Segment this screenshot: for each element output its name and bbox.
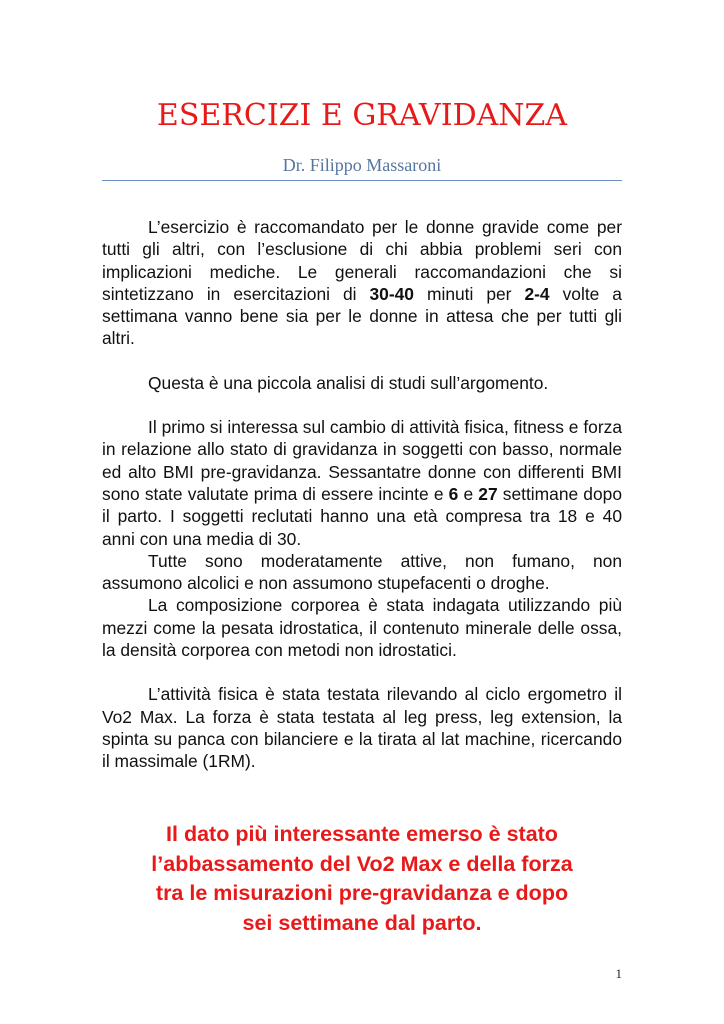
- paragraph-intro: [102, 216, 622, 350]
- text-span: e: [458, 483, 479, 504]
- highlight-line: l’abbassamento del Vo2 Max e della forza: [151, 851, 573, 876]
- highlight-line: sei settimane dal parto.: [242, 910, 482, 935]
- text-span: minuti per: [413, 283, 525, 304]
- highlight-conclusion: [102, 820, 622, 938]
- paragraph-body-composition: La composizione corporea è stata indagata utilizzando più mezzi come la pesata idrostatica, il contenuto minerale delle ossa, la densità corporea con metodi non idrostatici.: [102, 595, 622, 661]
- text-span: L’esercizio è raccomandato per le donne gravide come per tutti gli altri, con l’esclusione di chi abbia problemi seri con implicazioni mediche. Le generali raccomandazioni che si sintetizzano in esercitazioni di: [102, 217, 622, 304]
- document-title: ESERCIZI E GRAVIDANZA: [156, 98, 568, 133]
- bold-value: 2-4: [524, 283, 550, 304]
- page-number: 1: [615, 966, 622, 981]
- bold-value: 6: [448, 483, 459, 504]
- title-divider: [102, 180, 622, 181]
- highlight-line: Il dato più interessante emerso è stato: [166, 822, 558, 846]
- text-span: Il primo si interessa sul cambio di attività fisica, fitness e forza in relazione allo stato di gravidanza in soggetti con basso, normale ed alto BMI pre-gravidanza. Sessantatre donne con differenti BMI sono state valutate prima di essere incinte e: [102, 417, 622, 504]
- paragraph-subjects: Tutte sono moderatamente attive, non fumano, non assumono alcolici e non assumono stupefacenti o droghe.: [102, 550, 622, 594]
- text-span: settimane dopo il parto. I soggetti reclutati hanno una età compresa tra 18 e 40 anni con una media di 30.: [102, 483, 622, 549]
- paragraph-testing: L’attività fisica è stata testata rilevando al ciclo ergometro il Vo2 Max. La forza è stata testata al leg press, leg extension, la spinta su panca con bilanciere e la tirata al lat machine, ricercando il massimale (1RM).: [102, 684, 622, 772]
- highlight-line: tra le misurazioni pre-gravidanza e dopo: [155, 881, 569, 905]
- bold-value: 27: [478, 483, 498, 504]
- paragraph-analysis: Questa è una piccola analisi di studi sull’argomento.: [148, 372, 549, 393]
- text-span: volte a settimana vanno bene sia per le donne in attesa che per tutti gli altri.: [102, 283, 622, 349]
- bold-value: 30-40: [369, 283, 414, 304]
- paragraph-first-study: [102, 416, 622, 550]
- document-body: [102, 216, 622, 773]
- author-name: Dr. Filippo Massaroni: [282, 155, 442, 175]
